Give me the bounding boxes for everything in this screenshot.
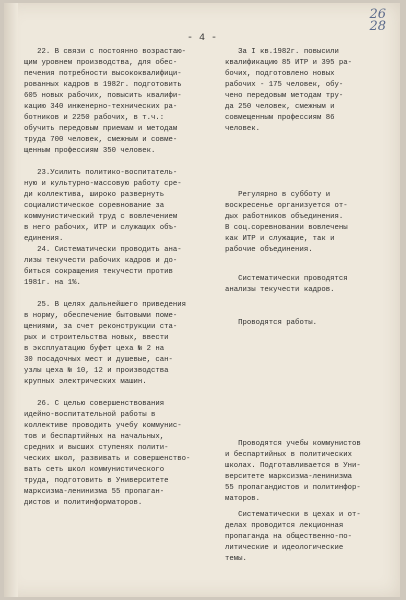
text-line: единения. [24, 235, 64, 243]
text-line: Регулярно в субботу и [225, 191, 331, 199]
text-line: вать сеть школ коммунистического [24, 466, 165, 474]
text-line: 25. В целях дальнейшего приведения [24, 301, 187, 309]
text-line: и беспартийных в политических [225, 451, 352, 459]
text-line: квалификацию 85 ИТР и 395 ра- [225, 59, 352, 67]
execution-note-22 [225, 47, 395, 135]
text-line: анализы текучести кадров. [225, 286, 335, 294]
text-line: средних и высших ступенях полити- [24, 444, 169, 452]
text-line: ческих школ, развивать и совершенство- [24, 455, 191, 463]
execution-note-24 [225, 274, 395, 296]
page-binding-edge [4, 3, 18, 597]
text-line: Систематически проводятся [225, 275, 348, 283]
text-line: дых работников объединения. [225, 213, 344, 221]
page-number: - 4 - [186, 33, 217, 44]
text-line: в него рабочих, ИТР и служащих объ- [24, 224, 178, 232]
text-line: совмещенным профессиям 86 [225, 114, 335, 122]
text-line: Систематически в цехах и от- [225, 511, 361, 519]
archive-page-marks [369, 9, 386, 33]
text-line: школах. Подготавливается в Уни- [225, 462, 361, 470]
text-line: социалистическое соревнование за [24, 202, 165, 210]
plan-item-24 [24, 245, 210, 289]
text-line: За I кв.1982г. повысили [225, 48, 339, 56]
text-line: 26. С целью совершенствования [24, 400, 165, 408]
text-line: 23.Усилить политико-воспитатель- [24, 169, 178, 177]
text-line: тов и беспартийных на начальных, [24, 433, 165, 441]
plan-item-22 [24, 47, 210, 157]
plan-item-23 [24, 168, 210, 245]
text-line: да 250 человек, смежным и [225, 103, 335, 111]
text-line: в норму, обеспечение бытовыми поме- [24, 312, 178, 320]
text-line: литические и идеологические [225, 544, 344, 552]
text-line: дистов и политинформаторов. [24, 499, 143, 507]
text-line: В соц.соревновании вовлечены [225, 224, 348, 232]
text-line: пропаганда на общественно-по- [225, 533, 352, 541]
text-line: 24. Систематически проводить ана- [24, 246, 182, 254]
text-line: труда, подготовить в Университете [24, 477, 169, 485]
text-line: 605 новых рабочих, повысить квалифи- [24, 92, 182, 100]
document-page [4, 3, 400, 597]
text-line: рых и строительства новых, ввести [24, 334, 169, 342]
archive-mark-primary: 26 [369, 7, 386, 22]
text-line: печения потребности высококвалифици- [24, 70, 182, 78]
text-line: узлы цеха № 10, 12 и производства [24, 367, 169, 375]
text-line: воскресенье организуется от- [225, 202, 348, 210]
archive-mark-secondary: 28 [369, 19, 386, 34]
text-line: 22. В связи с постоянно возрастаю- [24, 48, 187, 56]
text-line: марксизма-ленинизма 55 пропаган- [24, 488, 165, 496]
text-line: маторов. [225, 495, 261, 503]
text-line: коммунистический труд с вовлечением [24, 213, 178, 221]
text-line: кацию 340 инженерно-технических ра- [24, 103, 178, 111]
text-line: бочих, подготовлено новых [225, 70, 335, 78]
text-line: темы. [225, 555, 247, 563]
text-line: верситете марксизма-ленинизма [225, 473, 352, 481]
text-line: крупных электрических машин. [24, 378, 147, 386]
execution-note-26-a [225, 439, 395, 505]
text-line: рабочих - 175 человек, обу- [225, 81, 344, 89]
text-line: обучить передовым приемам и методам [24, 125, 178, 133]
plan-item-26 [24, 399, 210, 509]
text-line: человек. [225, 125, 261, 133]
text-line: 1981г. на 1%. [24, 279, 81, 287]
text-line: рованных кадров в 1982г. подготовить [24, 81, 182, 89]
text-line: щенным профессиям 350 человек. [24, 147, 156, 155]
text-line: Проводятся работы. [225, 319, 317, 327]
text-line: Проводятся учебы коммунистов [225, 440, 361, 448]
text-line: ботников и 2250 рабочих, в т.ч.: [24, 114, 165, 122]
text-line: труда 700 человек, смежным и совме- [24, 136, 178, 144]
text-line: щениями, за счет реконструкции ста- [24, 323, 178, 331]
text-line: ную и культурно-массовую работу сре- [24, 180, 182, 188]
execution-note-23 [225, 190, 395, 256]
text-line: ди коллектива, широко развернуть [24, 191, 165, 199]
text-line: идейно-воспитательной работы в [24, 411, 156, 419]
text-line: рабочие объединения. [225, 246, 313, 254]
text-line: делах проводится лекционная [225, 522, 344, 530]
text-line: в эксплуатацию буфет цеха № 2 на [24, 345, 165, 353]
execution-note-26-b [225, 510, 395, 565]
text-line: чено передовым методам тру- [225, 92, 344, 100]
execution-note-25 [225, 318, 395, 329]
text-line: 30 посадочных мест и душевые, сан- [24, 356, 173, 364]
text-line: щим уровнем производства, для обес- [24, 59, 178, 67]
text-line: коллективе проводить учебу коммунис- [24, 422, 182, 430]
text-line: как ИТР и служащие, так и [225, 235, 335, 243]
text-line: 55 пропагандистов и политинфор- [225, 484, 361, 492]
text-line: биться сокращения текучести против [24, 268, 173, 276]
text-line: лизы текучести рабочих кадров и до- [24, 257, 178, 265]
plan-item-25 [24, 300, 210, 388]
